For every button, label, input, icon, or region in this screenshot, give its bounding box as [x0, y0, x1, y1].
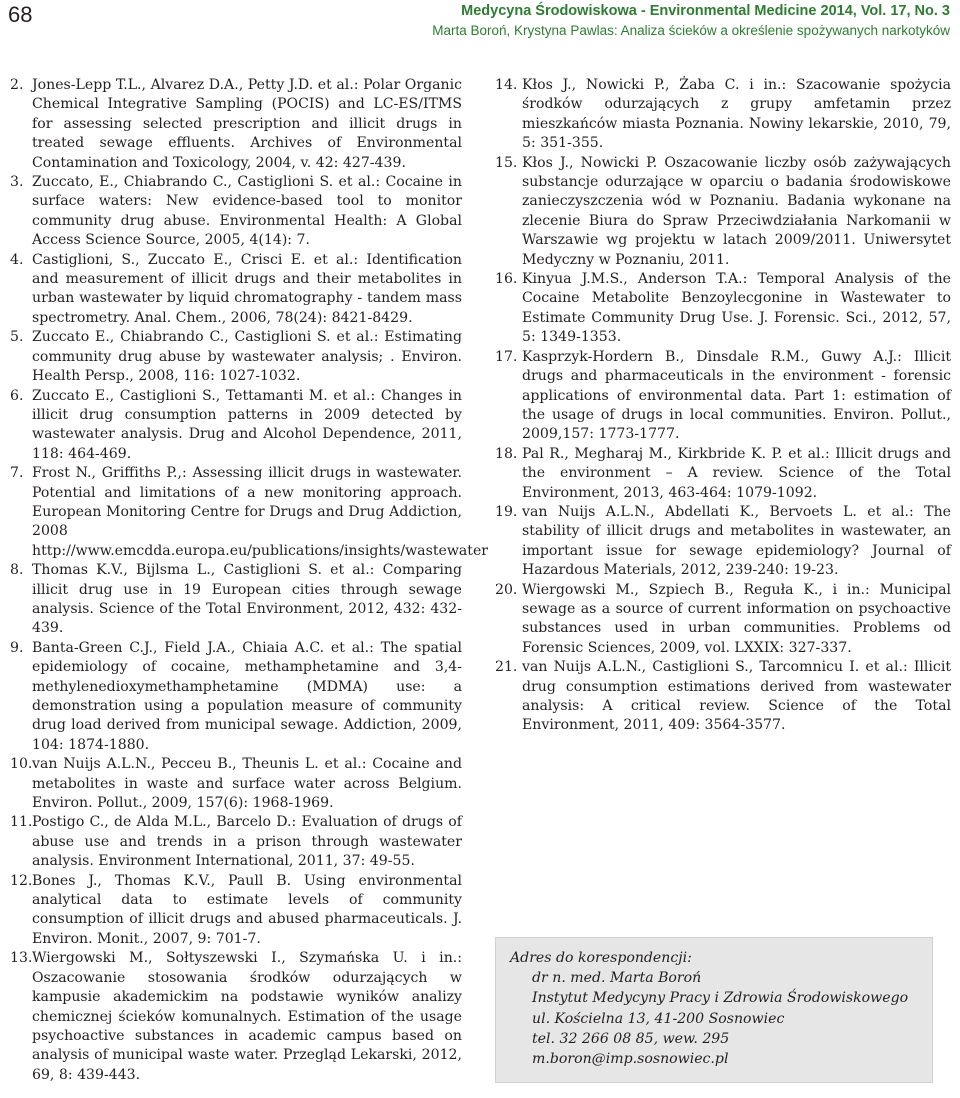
correspondence-box [495, 937, 933, 1083]
reference-item [495, 658, 951, 736]
reference-number: 12. [10, 872, 33, 889]
page-number: 68 [8, 2, 33, 27]
references-left-column [10, 76, 489, 1085]
reference-text: Banta-Green C.J., Field J.A., Chiaia A.C. et al.: The spatial epidemiology of cocaine, methamphetamine and 3,4-methylenedioxymethamphetamine (MDMA) use: a demonstration using a population measure of community drug load derived from municipal sewage. Addiction, 2009, 104: 1874-1880. [32, 639, 462, 753]
reference-number: 15. [495, 154, 518, 171]
reference-number: 7. [10, 465, 24, 482]
reference-item [495, 503, 951, 581]
reference-item [10, 328, 462, 386]
reference-item [10, 251, 462, 329]
reference-item [10, 173, 462, 251]
reference-text: Zuccato, E., Chiabrando C., Castiglioni S. et al.: Cocaine in surface waters: New evidence-based tool to monitor community drug abuse. Environmental Health: A Global Access Science Source, 2005, 4(14): 7. [32, 174, 462, 249]
reference-item [495, 76, 951, 154]
reference-text: van Nuijs A.L.N., Pecceu B., Theunis L. et al.: Cocaine and metabolites in waste and surface water across Belgium. Environ. Pollut., 2009, 157(6): 1968-1969. [32, 756, 462, 812]
reference-number: 20. [495, 581, 518, 598]
reference-text: Wiergowski M., Szpiech B., Reguła K., i in.: Municipal sewage as a source of current information on psychoactive substances used in urban communities. Problems od Forensic Sciences, 2009, vol. LXXIX: 327-337. [522, 581, 951, 656]
reference-item [10, 813, 462, 871]
correspondence-address: ul. Kościelna 13, 41-200 Sosnowiec [532, 1010, 785, 1027]
reference-item [10, 639, 462, 755]
reference-text: Pal R., Megharaj M., Kirkbride K. P. et al.: Illicit drugs and the environment – A review. Science of the Total Environment, 2013, 463-464: 1079-1092. [522, 445, 951, 501]
reference-number: 8. [10, 562, 24, 579]
reference-item [10, 755, 462, 813]
reference-text: Jones-Lepp T.L., Alvarez D.A., Petty J.D. et al.: Polar Organic Chemical Integrative Sampling (POCIS) and LC-ES/ITMS for assessing selected prescription and illicit drugs in treated sewage effluents. Archives of Environmental Contamination and Toxicology, 2004, v. 42: 427-439. [32, 77, 462, 171]
reference-number: 10. [10, 756, 33, 773]
reference-item [10, 76, 462, 173]
reference-text: Kinyua J.M.S., Anderson T.A.: Temporal Analysis of the Cocaine Metabolite Benzoylecgonine in Wastewater to Estimate Community Drug Use. J. Forensic. Sci., 2012, 57, 5: 1349-1353. [522, 271, 951, 346]
reference-text: Frost N., Griffiths P.,: Assessing illicit drugs in wastewater. Potential and limitations of a new monitoring approach. European Monitoring Centre for Drugs and Drug Addiction, 2008 http://www.emcdda.europa.eu/publications/insights/wastewater [32, 465, 489, 559]
reference-text: Zuccato E., Castiglioni S., Tettamanti M. et al.: Changes in illicit drug consumption patterns in 2009 detected by wastewater analysis. Drug and Alcohol Dependence, 2011, 118: 464-469. [32, 387, 462, 462]
reference-number: 3. [10, 174, 24, 191]
reference-item [10, 561, 462, 639]
correspondence-name: dr n. med. Marta Boroń [532, 970, 702, 987]
reference-number: 11. [10, 814, 33, 831]
reference-text: Kłos J., Nowicki P., Żaba C. i in.: Szacowanie spożycia środków odurzających z grupy amfetamin przez mieszkańców miasta Poznania. Nowiny lekarskie, 2010, 79, 5: 351-355. [522, 77, 951, 152]
reference-text: van Nuijs A.L.N., Abdellati K., Bervoets L. et al.: The stability of illicit drugs and metabolites in wastewater, an important issue for sewage epidemiology? Journal of Hazardous Materials, 2012, 239-240: 19-23. [522, 503, 951, 579]
reference-number: 9. [10, 639, 24, 656]
reference-number: 2. [10, 77, 24, 93]
reference-item [495, 154, 951, 270]
reference-text: Postigo C., de Alda M.L., Barcelo D.: Evaluation of drugs of abuse use and trends in a prison through wastewater analysis. Environment International, 2011, 37: 49-55. [32, 814, 462, 870]
reference-number: 19. [495, 503, 518, 520]
reference-number: 5. [10, 329, 24, 346]
reference-text: Castiglioni, S., Zuccato E., Crisci E. et al.: Identification and measurement of illicit drugs and their metabolites in urban wastewater by liquid chromatography - tandem mass spectrometry. Anal. Chem., 2006, 78(24): 8421-8429. [32, 251, 462, 326]
reference-number: 13. [10, 950, 33, 967]
reference-number: 4. [10, 251, 24, 268]
correspondence-phone: tel. 32 266 08 85, wew. 295 [532, 1030, 730, 1047]
reference-item [10, 949, 462, 1085]
reference-number: 21. [495, 659, 518, 676]
reference-item [495, 581, 951, 659]
reference-text: Wiergowski M., Sołtyszewski I., Szymańska U. i in.: Oszacowanie stosowania środków odurzających w kampusie akademickim na podstawie wyników analizy chemicznej ścieków komunalnych. Estimation of the usage psychoactive substances in academic campus based on analysis of municipal waste water. Przegląd Lekarski, 2012, 69, 8: 439-443. [32, 950, 462, 1083]
article-running-title: Marta Boroń, Krystyna Pawlas: Analiza ścieków a określenie spożywanych narkotyków [432, 23, 950, 38]
reference-text: Kasprzyk-Hordern B., Dinsdale R.M., Guwy A.J.: Illicit drugs and pharmaceuticals in the environment - forensic applications of environmental data. Part 1: estimation of the usage of drugs in local communities. Environ. Pollut., 2009,157: 1773-1777. [522, 348, 951, 443]
references-right-column [495, 76, 951, 736]
correspondence-email: m.boron@imp.sosnowiec.pl [532, 1051, 729, 1068]
reference-number: 17. [495, 348, 518, 365]
correspondence-heading: Adres do korespondencji: [510, 950, 692, 966]
reference-number: 6. [10, 387, 24, 404]
reference-text: Zuccato E., Chiabrando C., Castiglioni S. et al.: Estimating community drug abuse by wastewater analysis; . Environ. Health Persp., 2008, 116: 1027-1032. [32, 329, 462, 385]
reference-text: Bones J., Thomas K.V., Paull B. Using environmental analytical data to estimate levels of community consumption of illicit drugs and abused pharmaceuticals. J. Environ. Monit., 2007, 9: 701-7. [32, 872, 462, 947]
correspondence-institution: Instytut Medycyny Pracy i Zdrowia Środowiskowego [532, 990, 909, 1007]
reference-text: van Nuijs A.L.N., Castiglioni S., Tarcomnicu I. et al.: Illicit drug consumption estimations derived from wastewater analysis: A critical review. Science of the Total Environment, 2011, 409: 3564-3577. [522, 659, 951, 734]
reference-item [10, 872, 462, 950]
reference-text: Kłos J., Nowicki P. Oszacowanie liczby osób zażywających substancje odurzające w oparciu o badania środowiskowe zanieczyszczenia wód w Poznaniu. Badania wykonane na zlecenie Biura do Spraw Przeciwdziałania Narkomanii w Warszawie wg projektu w latach 2009/2011. Uniwersytet Medyczny w Poznaniu, 2011. [522, 154, 951, 268]
journal-title: Medycyna Środowiskowa - Environmental Medicine 2014, Vol. 17, No. 3 [461, 3, 950, 19]
reference-number: 18. [495, 445, 518, 462]
reference-item [10, 387, 462, 465]
reference-item [495, 445, 951, 503]
reference-number: 14. [495, 77, 518, 93]
reference-number: 16. [495, 271, 518, 288]
reference-item [495, 270, 951, 348]
reference-text: Thomas K.V., Bijlsma L., Castiglioni S. et al.: Comparing illicit drug use in 19 European cities through sewage analysis. Science of the Total Environment, 2012, 432: 432-439. [32, 562, 462, 637]
page-header [0, 0, 960, 44]
reference-item [495, 348, 951, 445]
reference-item [10, 464, 489, 561]
